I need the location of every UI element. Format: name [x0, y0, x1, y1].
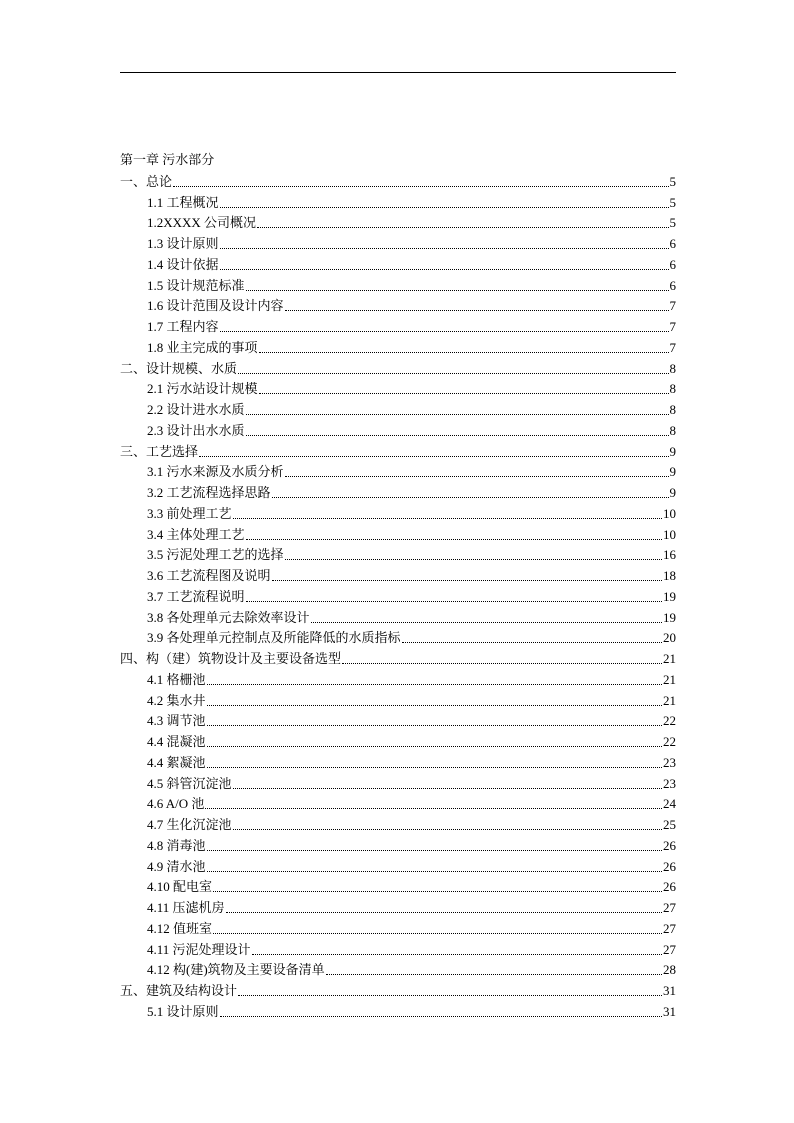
toc-entry[interactable]	[120, 337, 676, 358]
toc-entry[interactable]	[120, 690, 676, 711]
toc-entry-page-number: 9	[669, 443, 676, 459]
toc-entry[interactable]	[120, 752, 676, 773]
toc-entry-label: 五、建筑及结构设计	[120, 983, 238, 998]
toc-dot-leader	[285, 476, 669, 477]
toc-entry-page-number: 8	[669, 360, 676, 376]
toc-entry-page-number: 16	[663, 547, 676, 563]
toc-entry-label: 3.4 主体处理工艺	[147, 526, 245, 542]
toc-dot-leader	[233, 829, 662, 830]
toc-entry-page-number: 5	[669, 215, 676, 231]
toc-entry[interactable]	[120, 960, 676, 981]
toc-entry[interactable]	[120, 565, 676, 586]
toc-entry-page-number: 8	[669, 402, 676, 417]
toc-entry[interactable]	[120, 669, 676, 690]
toc-dot-leader	[220, 331, 669, 332]
toc-entry-label: 5.1 设计原则	[147, 1003, 219, 1019]
toc-entry-page-number: 6	[669, 236, 676, 251]
toc-entry[interactable]	[120, 358, 676, 379]
toc-entry-label: 4.9 清水池	[147, 858, 206, 874]
toc-entry[interactable]	[120, 856, 676, 877]
toc-entry[interactable]	[120, 296, 676, 317]
toc-entry-label: 3.6 工艺流程图及说明	[147, 568, 271, 583]
toc-dot-leader	[259, 352, 669, 353]
toc-dot-leader	[342, 663, 662, 664]
toc-dot-leader	[226, 912, 662, 913]
toc-entry-label: 4.2 集水井	[147, 692, 206, 708]
toc-entry-page-number: 21	[663, 651, 676, 666]
toc-entry-page-number: 22	[663, 713, 676, 729]
toc-dot-leader	[213, 933, 662, 934]
toc-entry-label: 4.11 污泥处理设计	[147, 941, 251, 957]
toc-entry[interactable]	[120, 628, 676, 649]
toc-entry-page-number: 19	[663, 588, 676, 604]
toc-entry[interactable]	[120, 254, 676, 275]
toc-entry-page-number: 24	[663, 796, 676, 812]
toc-entry-label: 4.6 A/O 池	[147, 796, 205, 812]
toc-entry-page-number: 27	[663, 900, 676, 915]
toc-dot-leader	[199, 456, 668, 457]
toc-entry[interactable]	[120, 462, 676, 483]
toc-entry[interactable]	[120, 213, 676, 234]
toc-entry-page-number: 6	[669, 277, 676, 293]
toc-entry[interactable]	[120, 918, 676, 939]
toc-entry-label: 1.1 工程概况	[147, 194, 219, 210]
toc-entry-page-number: 10	[663, 505, 676, 521]
toc-dot-leader	[246, 414, 669, 415]
toc-entry[interactable]	[120, 814, 676, 835]
toc-entry-label: 3.2 工艺流程选择思路	[147, 485, 271, 500]
toc-entry-label: 四、构（建）筑物设计及主要设备选型	[120, 651, 342, 666]
toc-dot-leader	[326, 974, 662, 975]
toc-entry-page-number: 22	[663, 734, 676, 749]
toc-entry-label: 4.11 压滤机房	[147, 900, 225, 915]
toc-entry-label: 4.1 格栅池	[147, 671, 206, 687]
toc-dot-leader	[233, 518, 662, 519]
toc-dot-leader	[205, 808, 662, 809]
toc-entry-label: 3.9 各处理单元控制点及所能降低的水质指标	[147, 630, 401, 646]
toc-dot-leader	[246, 601, 662, 602]
toc-entry-label: 3.1 污水来源及水质分析	[147, 464, 284, 480]
toc-entry-label: 1.7 工程内容	[147, 319, 219, 334]
toc-dot-leader	[272, 580, 662, 581]
toc-dot-leader	[220, 248, 669, 249]
toc-entry-label: 一、总论	[120, 173, 173, 189]
toc-entry-label: 4.12 构(建)筑物及主要设备清单	[147, 962, 325, 978]
toc-entry[interactable]	[120, 441, 676, 462]
toc-entry[interactable]	[120, 379, 676, 400]
toc-dot-leader	[402, 642, 662, 643]
toc-entry-page-number: 9	[669, 464, 676, 480]
toc-dot-leader	[285, 559, 662, 560]
toc-entry[interactable]	[120, 731, 676, 752]
toc-dot-leader	[257, 227, 668, 228]
toc-entry[interactable]	[120, 648, 676, 669]
toc-entry[interactable]	[120, 503, 676, 524]
toc-dot-leader	[220, 1016, 662, 1017]
toc-entry-page-number: 19	[663, 609, 676, 625]
toc-dot-leader	[272, 497, 669, 498]
toc-dot-leader	[285, 310, 669, 311]
toc-entry-page-number: 26	[663, 858, 676, 874]
toc-entry-page-number: 9	[669, 485, 676, 500]
toc-dot-leader	[246, 435, 669, 436]
toc-entry-page-number: 10	[663, 526, 676, 542]
toc-dot-leader	[207, 850, 662, 851]
toc-dot-leader	[220, 269, 669, 270]
toc-entry-label: 二、设计规模、水质	[120, 360, 238, 376]
toc-entry-label: 3.8 各处理单元去除效率设计	[147, 609, 310, 625]
chapter-title: 第一章 污水部分	[120, 152, 215, 167]
toc-dot-leader	[259, 393, 669, 394]
toc-dot-leader	[207, 767, 662, 768]
toc-entry[interactable]	[120, 711, 676, 732]
toc-entry-page-number: 27	[663, 941, 676, 957]
toc-dot-leader	[238, 373, 668, 374]
toc-entry-page-number: 23	[663, 775, 676, 791]
toc-entry[interactable]	[120, 316, 676, 337]
toc-entry-label: 1.4 设计依据	[147, 256, 219, 272]
toc-entry[interactable]	[120, 794, 676, 815]
toc-entry[interactable]	[120, 192, 676, 213]
toc-entry-page-number: 20	[663, 630, 676, 646]
toc-entry-page-number: 25	[663, 817, 676, 832]
toc-entry[interactable]	[120, 420, 676, 441]
toc-dot-leader	[246, 290, 669, 291]
toc-entry[interactable]	[120, 607, 676, 628]
toc-dot-leader	[246, 539, 662, 540]
toc-entry-page-number: 23	[663, 754, 676, 770]
toc-entry-page-number: 8	[669, 422, 676, 438]
toc-dot-leader	[207, 871, 662, 872]
toc-entry-page-number: 31	[663, 1003, 676, 1019]
toc-dot-leader	[252, 954, 662, 955]
toc-dot-leader	[233, 788, 662, 789]
toc-entry[interactable]	[120, 980, 676, 1001]
toc-entry-label: 3.3 前处理工艺	[147, 505, 232, 521]
toc-entry[interactable]	[120, 835, 676, 856]
toc-dot-leader	[207, 705, 662, 706]
toc-entry-page-number: 7	[669, 298, 676, 314]
toc-dot-leader	[220, 207, 669, 208]
toc-entry[interactable]	[120, 482, 676, 503]
toc-dot-leader	[207, 725, 662, 726]
toc-entry-label: 3.7 工艺流程说明	[147, 588, 245, 604]
toc-entry-page-number: 5	[669, 194, 676, 210]
toc-entry-page-number: 8	[669, 381, 676, 397]
toc-entry[interactable]	[120, 773, 676, 794]
toc-entry-label: 4.7 生化沉淀池	[147, 817, 232, 832]
toc-entry-label: 1.6 设计范围及设计内容	[147, 298, 284, 314]
toc-entry-page-number: 27	[663, 920, 676, 936]
toc-entry-page-number: 5	[669, 173, 676, 189]
toc-entry-page-number: 21	[663, 671, 676, 687]
toc-entry-label: 1.8 业主完成的事项	[147, 339, 258, 355]
toc-entry-page-number: 28	[663, 962, 676, 978]
toc-entry-page-number: 21	[663, 692, 676, 708]
toc-entry[interactable]	[120, 171, 676, 192]
toc-entry-label: 1.3 设计原则	[147, 236, 219, 251]
toc-entry-label: 4.12 值班室	[147, 920, 213, 936]
toc-dot-leader	[213, 891, 662, 892]
toc-entry-label: 4.5 斜管沉淀池	[147, 775, 232, 791]
table-of-contents	[120, 171, 676, 1022]
toc-entry-page-number: 7	[669, 319, 676, 334]
toc-entry-label: 1.2XXXX 公司概况	[147, 215, 257, 231]
toc-entry-page-number: 18	[663, 568, 676, 583]
toc-entry[interactable]	[120, 275, 676, 296]
toc-entry-page-number: 6	[669, 256, 676, 272]
toc-entry-label: 4.4 混凝池	[147, 734, 206, 749]
toc-entry-label: 4.4 絮凝池	[147, 754, 206, 770]
toc-entry-label: 2.2 设计进水水质	[147, 402, 245, 417]
toc-dot-leader	[173, 186, 668, 187]
toc-dot-leader	[311, 622, 662, 623]
toc-entry[interactable]	[120, 877, 676, 898]
toc-entry-label: 2.1 污水站设计规模	[147, 381, 258, 397]
toc-entry[interactable]	[120, 586, 676, 607]
toc-entry-page-number: 7	[669, 339, 676, 355]
toc-entry-label: 三、工艺选择	[120, 443, 199, 459]
toc-entry[interactable]	[120, 897, 676, 918]
toc-entry[interactable]	[120, 545, 676, 566]
toc-entry[interactable]	[120, 233, 676, 254]
toc-entry-page-number: 26	[663, 837, 676, 853]
toc-entry-page-number: 26	[663, 879, 676, 895]
toc-entry[interactable]	[120, 524, 676, 545]
toc-entry-label: 4.8 消毒池	[147, 837, 206, 853]
toc-entry-label: 1.5 设计规范标准	[147, 277, 245, 293]
toc-entry-label: 4.10 配电室	[147, 879, 213, 895]
toc-entry-label: 4.3 调节池	[147, 713, 206, 729]
header-rule	[120, 72, 676, 73]
toc-entry[interactable]	[120, 939, 676, 960]
toc-entry-label: 3.5 污泥处理工艺的选择	[147, 547, 284, 563]
toc-entry-page-number: 31	[663, 983, 676, 998]
toc-entry-label: 2.3 设计出水水质	[147, 422, 245, 438]
toc-entry[interactable]	[120, 1001, 676, 1022]
toc-entry[interactable]	[120, 399, 676, 420]
toc-dot-leader	[238, 995, 662, 996]
toc-dot-leader	[207, 684, 662, 685]
toc-dot-leader	[207, 746, 662, 747]
